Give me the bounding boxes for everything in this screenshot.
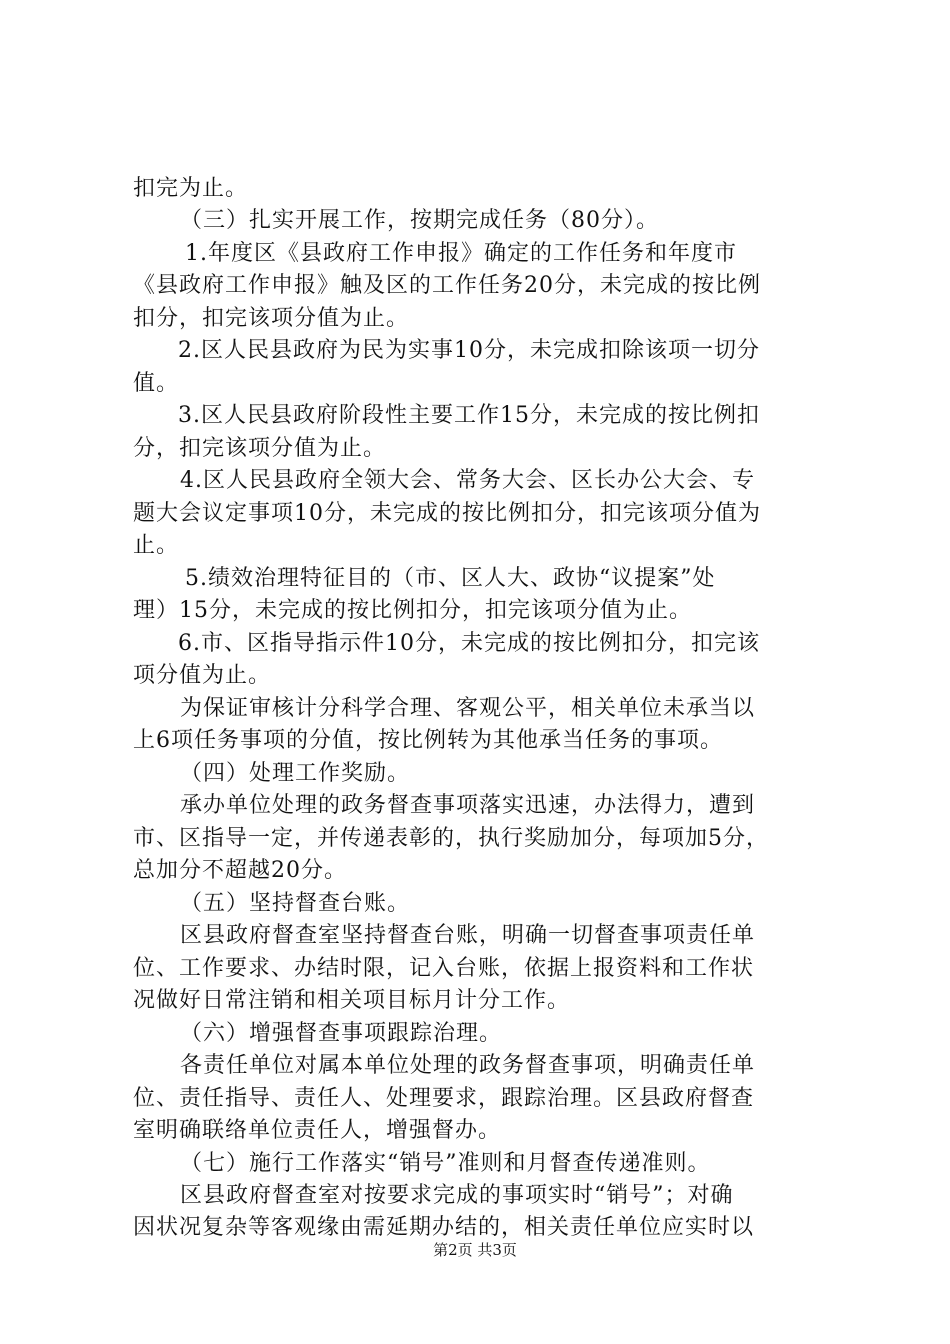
text-line: 值。	[133, 371, 180, 396]
section-heading: （五）坚持督查台账。	[180, 891, 411, 916]
text-line: 2.区人民县政府为民为实事10分，未完成扣除该项一切分	[178, 338, 760, 363]
text-line: 6.市、区指导指示件10分，未完成的按比例扣分，扣完该	[178, 631, 760, 656]
section-heading: （六）增强督查事项跟踪治理。	[180, 1021, 503, 1046]
text-line: 承办单位处理的政务督查事项落实迅速，办法得力，遭到	[180, 793, 756, 818]
text-line: 题大会议定事项10分，未完成的按比例扣分，扣完该项分值为	[133, 501, 761, 526]
text-line: 扣分，扣完该项分值为止。	[133, 306, 410, 331]
text-line: 市、区指导一定，并传递表彰的，执行奖励加分，每项加5分，	[133, 826, 769, 851]
section-heading: （三）扎实开展工作，按期完成任务（80分）。	[180, 208, 659, 233]
text-line: 总加分不超越20分。	[133, 858, 347, 883]
text-line: 5.绩效治理特征目的（市、区人大、政协“议提案”处	[185, 566, 716, 591]
text-line: 室明确联络单位责任人，增强督办。	[133, 1118, 502, 1143]
text-line: 上6项任务事项的分值，按比例转为其他承当任务的事项。	[133, 728, 723, 753]
text-line: 止。	[133, 533, 180, 558]
page-number-footer: 第2页 共3页	[433, 1241, 517, 1259]
text-line: 况做好日常注销和相关项目标月计分工作。	[133, 988, 571, 1013]
text-line: 分，扣完该项分值为止。	[133, 436, 387, 461]
text-line: 3.区人民县政府阶段性主要工作15分，未完成的按比例扣	[178, 403, 760, 428]
text-line: 项分值为止。	[133, 663, 272, 688]
section-heading: （四）处理工作奖励。	[180, 761, 411, 786]
text-line: 1.年度区《县政府工作申报》确定的工作任务和年度市	[185, 241, 737, 266]
text-line: 扣完为止。	[133, 176, 249, 201]
text-line: 因状况复杂等客观缘由需延期办结的，相关责任单位应实时以	[133, 1215, 755, 1240]
text-line: 区县政府督查室坚持督查台账，明确一切督查事项责任单	[180, 923, 756, 948]
text-line: 为保证审核计分科学合理、客观公平，相关单位未承当以	[180, 696, 756, 721]
text-line: 各责任单位对属本单位处理的政务督查事项，明确责任单	[180, 1053, 756, 1078]
text-line: 理）15分，未完成的按比例扣分，扣完该项分值为止。	[133, 598, 692, 623]
text-line: 位、责任指导、责任人、处理要求，跟踪治理。区县政府督查	[133, 1086, 755, 1111]
section-heading: （七）施行工作落实“销号”准则和月督查传递准则。	[180, 1151, 711, 1176]
text-line: 4.区人民县政府全领大会、常务大会、区长办公大会、专	[180, 468, 755, 493]
text-line: 区县政府督查室对按要求完成的事项实时“销号”；对确	[180, 1183, 734, 1208]
text-line: 位、工作要求、办结时限，记入台账，依据上报资料和工作状	[133, 956, 755, 981]
text-line: 《县政府工作申报》触及区的工作任务20分，未完成的按比例	[133, 273, 761, 298]
